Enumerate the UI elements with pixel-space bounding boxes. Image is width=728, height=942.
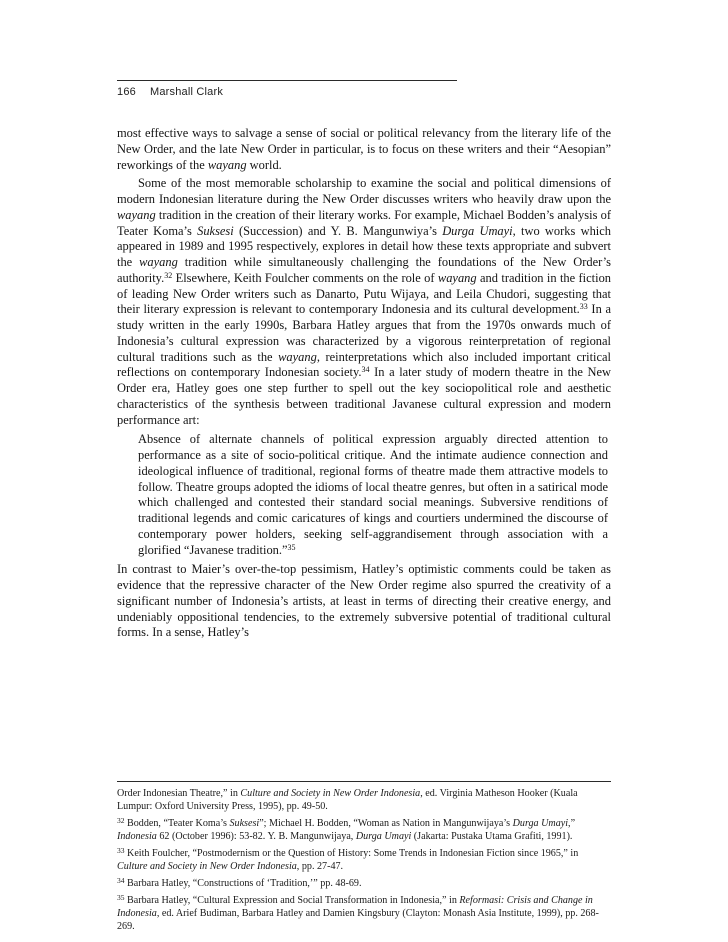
italic-text: Culture and Society in New Order Indonesia bbox=[240, 788, 421, 799]
text-run: In contrast to Maier’s over-the-top pessimism, Hatley’s optimistic comments could be taken as evidence that the repressive character of the New Order regime also spurred the creativity of a significant number of Indonesia’s artists, at least in terms of directing their creative energy, and undeniably oppositional tendencies, to the extremely subversive potential of traditional cultural forms. In a sense, Hatley’s bbox=[117, 562, 611, 640]
footnote-marker: 34 bbox=[117, 876, 125, 886]
italic-text: Suksesi bbox=[197, 223, 234, 238]
body-text bbox=[117, 126, 611, 641]
paragraph-3 bbox=[117, 562, 611, 641]
italic-text: wayang bbox=[139, 255, 178, 269]
block-quote bbox=[138, 432, 608, 558]
text-run: (Jakarta: Pustaka Utama Grafiti, 1991). bbox=[411, 831, 573, 843]
text-run: most effective ways to salvage a sense of social or political relevancy from the literary life of the New Order, and the late New Order in particular, is to focus on these writers and their “Aesopian” reworkings of the bbox=[117, 126, 611, 172]
footnote-marker: 33 bbox=[579, 302, 588, 312]
page-number: 166 bbox=[117, 86, 136, 98]
italic-text: Suksesi bbox=[229, 818, 260, 830]
text-run: , ed. Virginia Matheson Hooker (Kuala Lumpur: Oxford University Press, 1995), pp. 49-50. bbox=[117, 788, 578, 813]
italic-text: wayang bbox=[207, 157, 247, 172]
text-run: ”; Michael H. Bodden, “Woman as Nation in Mangunwijaya’s bbox=[259, 818, 513, 830]
footnote-marker: 32 bbox=[117, 816, 125, 826]
italic-text: wayang bbox=[437, 270, 477, 285]
italic-text: Durga Umayi bbox=[442, 223, 513, 238]
text-run: Absence of alternate channels of political expression arguably directed attention to performance as a site of socio-political critique. And the intimate audience connection and ideological influence of traditional, regional forms of theatre made them attractive models to follow. Theatre groups adopted the idioms of local theatre genres, but often in a satirical mode which challenged and contested their standard social meanings. Subversive renditions of traditional legends and comic caricatures of kings and courtiers undermined the discourse of contemporary power holders, seeking self-aggrandisement through association with a glorified “Javanese tradition.” bbox=[138, 432, 608, 557]
italic-text: Reformasi: Crisis and Change in Indonesia bbox=[117, 895, 593, 920]
footnote-continued bbox=[117, 787, 611, 813]
text-run: In a study written in the early 1990s, Barbara Hatley argues that from the 1970s onwards much of Indonesia’s cultural expression was characterized by a vigorous reinterpretation of regional cultural traditions such as the bbox=[117, 302, 611, 364]
text-run: , two works which appeared in 1989 and 1995 respectively, explores in detail how these texts appropriate and subvert the bbox=[117, 223, 611, 269]
text-run: world. bbox=[246, 157, 282, 172]
text-run: In a later study of modern theatre in the New Order era, Hatley goes one step further to spell out the key sociopolitical role and aesthetic characteristics of the synthesis between traditional Javanese cultural expression and modern performance art: bbox=[117, 365, 611, 427]
text-run: Order Indonesian Theatre,” in bbox=[117, 788, 241, 799]
footnotes bbox=[117, 787, 611, 937]
paragraph-1 bbox=[117, 126, 611, 173]
text-run: Keith Foulcher, “Postmodernism or the Question of History: Some Trends in Indonesian Fiction since 1965,” in bbox=[124, 848, 579, 860]
text-run: and tradition in the fiction of leading New Order writers such as Danarto, Putu Wijaya, and Leila Chudori, suggesting that their literary expression is relevant to contemporary Indonesia and its cultural development. bbox=[117, 270, 612, 317]
text-run: tradition in the creation of their literary works. For example, Michael Bodden’s analysis of Teater Koma’s bbox=[117, 207, 611, 238]
text-run: tradition while simultaneously challenging the foundations of the New Order’s authority. bbox=[117, 255, 612, 285]
italic-text: Durga Umayi bbox=[355, 831, 412, 843]
italic-text: Culture and Society in New Order Indonesia bbox=[117, 861, 297, 873]
running-head-author: Marshall Clark bbox=[149, 86, 224, 98]
italic-text: wayang bbox=[117, 207, 156, 222]
footnote-33 bbox=[117, 847, 611, 873]
text-run: Barbara Hatley, “Constructions of ‘Tradition,’” pp. 48-69. bbox=[124, 878, 362, 890]
footnote-marker: 34 bbox=[361, 365, 370, 375]
text-run: Elsewhere, Keith Foulcher comments on the role of bbox=[172, 270, 438, 285]
text-run: Barbara Hatley, “Cultural Expression and Social Transformation in Indonesia,” in bbox=[124, 895, 460, 907]
text-run: , ed. Arief Budiman, Barbara Hatley and Damien Kingsbury (Clayton: Monash Asia Institute, 1999), pp. 268-269. bbox=[117, 908, 599, 933]
italic-text: wayang bbox=[278, 349, 317, 364]
text-run: , pp. 27-47. bbox=[296, 861, 344, 873]
footnote-marker: 35 bbox=[287, 542, 296, 552]
italic-text: Durga Umayi bbox=[512, 818, 569, 830]
text-run: (Succession) and Y. B. Mangunwiya’s bbox=[233, 223, 443, 238]
text-run: 62 (October 1996): 53-82. Y. B. Mangunwijaya, bbox=[156, 831, 356, 843]
text-run: ,” bbox=[568, 818, 576, 830]
footnote-marker: 32 bbox=[164, 270, 173, 280]
running-head bbox=[117, 86, 223, 98]
footnote-35 bbox=[117, 894, 611, 933]
footnote-34 bbox=[117, 877, 611, 890]
paragraph-2 bbox=[117, 176, 611, 428]
footnote-32 bbox=[117, 817, 611, 843]
text-run: , reinterpretations which also included important critical reflections on contemporary Indonesian society. bbox=[117, 349, 611, 380]
header-rule bbox=[117, 80, 457, 81]
text-run: Bodden, “Teater Koma’s bbox=[124, 818, 230, 830]
text-run: Some of the most memorable scholarship to examine the social and political dimensions of modern Indonesian literature during the New Order discusses writers who heavily draw upon the bbox=[117, 176, 611, 206]
italic-text: Indonesia bbox=[117, 831, 157, 843]
footnote-rule bbox=[117, 781, 611, 782]
footnote-marker: 35 bbox=[117, 893, 125, 903]
footnote-marker: 33 bbox=[117, 846, 125, 856]
